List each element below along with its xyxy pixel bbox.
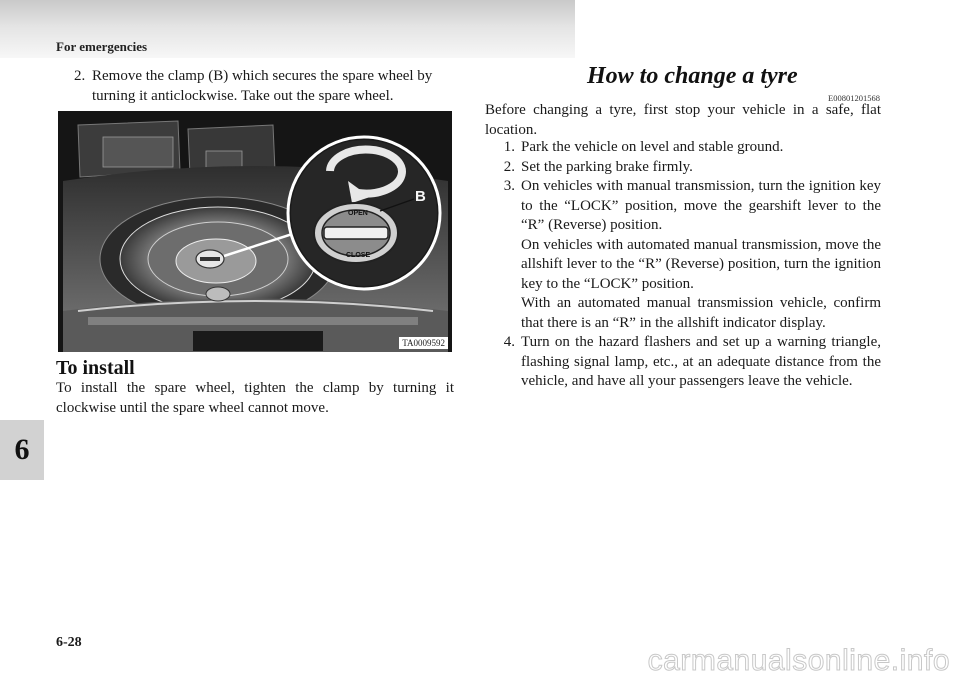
page-number: 6-28 [56,635,82,650]
trunk-illustration [58,111,452,352]
step-number: 4. [503,334,515,350]
step-number: 2. [74,68,86,84]
intro-text: Before changing a tyre, first stop your vehicle in a safe, flat location. [485,102,881,138]
step-line-1: Remove the clamp (B) which secures the spare wheel by [92,68,433,84]
step-text: Turn on the hazard flashers and set up a warning triangle, flashing signal lamp, etc., at an adequate distance from the vehicle, and have all your passengers leave the vehicle. [521,334,881,389]
subheading-to-install: To install [56,357,135,379]
list-item [485,138,881,158]
install-text: To install the spare wheel, tighten the clamp by turning it clockwise until the spare wheel cannot move. [56,380,454,416]
list-item [485,158,881,178]
step-text: Park the vehicle on level and stable ground. [521,139,784,155]
step-text: On vehicles with manual transmission, turn the ignition key to the “LOCK” position, move the gearshift lever to the “R” (Reverse) position. [521,178,881,233]
step-3-amt-note: On vehicles with automated manual transmission, move the allshift lever to the “R” (Reverse) position, turn the ignition key to the “LOCK” position. [521,236,881,292]
step-number: 3. [503,178,515,194]
steps-list [485,138,881,392]
step-line-2: turning it anticlockwise. Take out the spare wheel. [92,87,394,104]
chapter-tab [0,420,44,480]
left-step-2 [74,67,454,106]
spare-wheel-figure [58,111,452,352]
list-item [485,333,881,392]
list-item [485,177,881,236]
section-label: For emergencies [56,39,148,54]
watermark: carmanualsonline.info [647,644,950,677]
step-number: 1. [503,139,515,155]
document-code: E00801201568 [828,93,880,103]
close-label: CLOSE [346,252,371,259]
open-label: OPEN [348,210,368,217]
callout-b: B [415,188,426,205]
step-text: Set the parking brake firmly. [521,158,693,175]
figure-code: TA0009592 [399,337,448,349]
chapter-number: 6 [14,433,30,466]
step-number: 2. [503,158,515,175]
section-title: How to change a tyre [587,63,798,89]
step-3-confirm-note: With an automated manual transmission vehicle, confirm that there is an “R” in the allshift indicator display. [521,295,881,331]
